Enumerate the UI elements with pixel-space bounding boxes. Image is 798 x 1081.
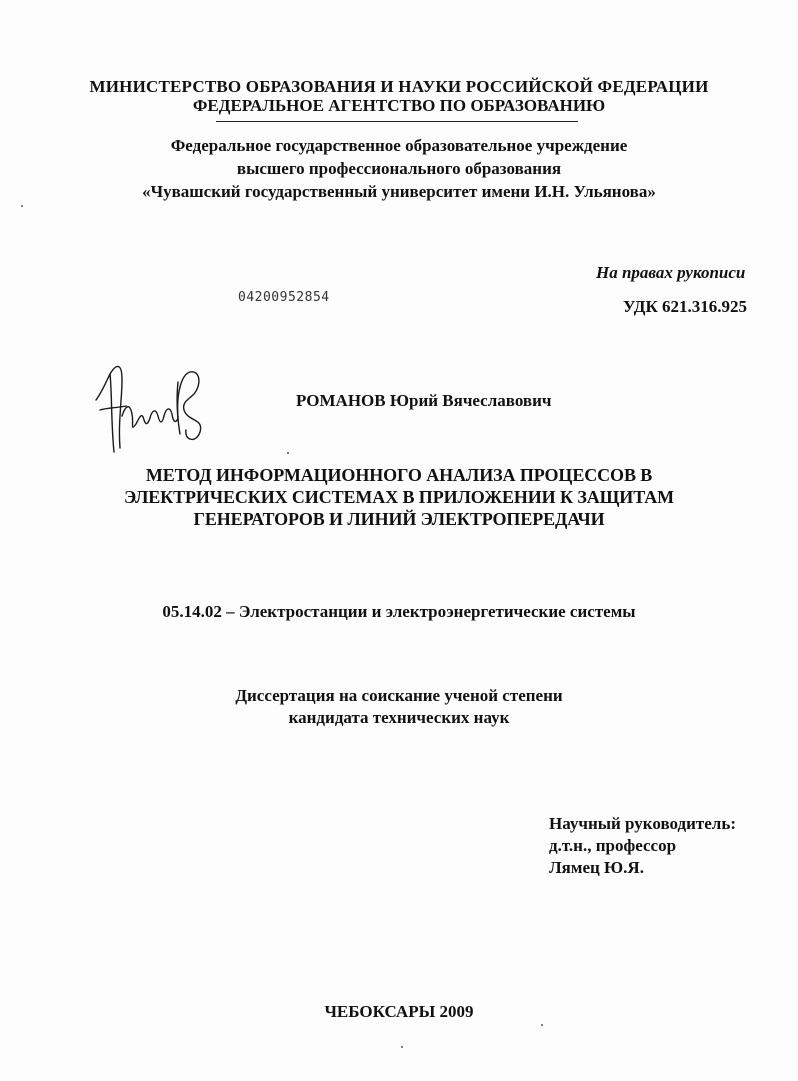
author-signature — [92, 352, 210, 470]
ministry-heading: МИНИСТЕРСТВО ОБРАЗОВАНИЯ И НАУКИ РОССИЙСКОЙ ФЕДЕРАЦИИ — [89, 77, 709, 96]
institution-line-2: высшего профессионального образования — [236, 159, 562, 178]
scan-speck — [401, 1046, 403, 1048]
supervisor-degree: д.т.н., профессор — [549, 836, 677, 855]
supervisor-name: Лямец Ю.Я. — [549, 858, 644, 877]
author-name: РОМАНОВ Юрий Вячеславович — [296, 391, 552, 410]
title-line-3: ГЕНЕРАТОРОВ И ЛИНИЙ ЭЛЕКТРОПЕРЕДАЧИ — [193, 509, 605, 529]
scan-speck — [541, 1024, 543, 1026]
scan-speck — [287, 452, 289, 454]
header-divider — [216, 121, 578, 122]
agency-heading: ФЕДЕРАЛЬНОЕ АГЕНТСТВО ПО ОБРАЗОВАНИЮ — [192, 96, 606, 115]
manuscript-rights: На правах рукописи — [596, 263, 746, 282]
title-line-1: МЕТОД ИНФОРМАЦИОННОГО АНАЛИЗА ПРОЦЕССОВ В — [145, 465, 653, 485]
dissertation-line-2: кандидата технических наук — [288, 708, 510, 727]
title-line-2: ЭЛЕКТРИЧЕСКИХ СИСТЕМАХ В ПРИЛОЖЕНИИ К ЗАЩИТАМ — [123, 487, 674, 507]
institution-line-1: Федеральное государственное образовательное учреждение — [170, 136, 628, 155]
city-year: ЧЕБОКСАРЫ 2009 — [324, 1002, 474, 1021]
archive-number: 04200952854 — [238, 290, 330, 305]
institution-line-3: «Чувашский государственный университет имени И.Н. Ульянова» — [142, 182, 656, 201]
dissertation-line-1: Диссертация на соискание ученой степени — [235, 686, 563, 705]
scan-speck — [21, 205, 23, 207]
udk-code: УДК 621.316.925 — [623, 297, 748, 316]
supervisor-label: Научный руководитель: — [549, 814, 736, 833]
specialty-code: 05.14.02 – Электростанции и электроэнергетические системы — [162, 602, 636, 621]
